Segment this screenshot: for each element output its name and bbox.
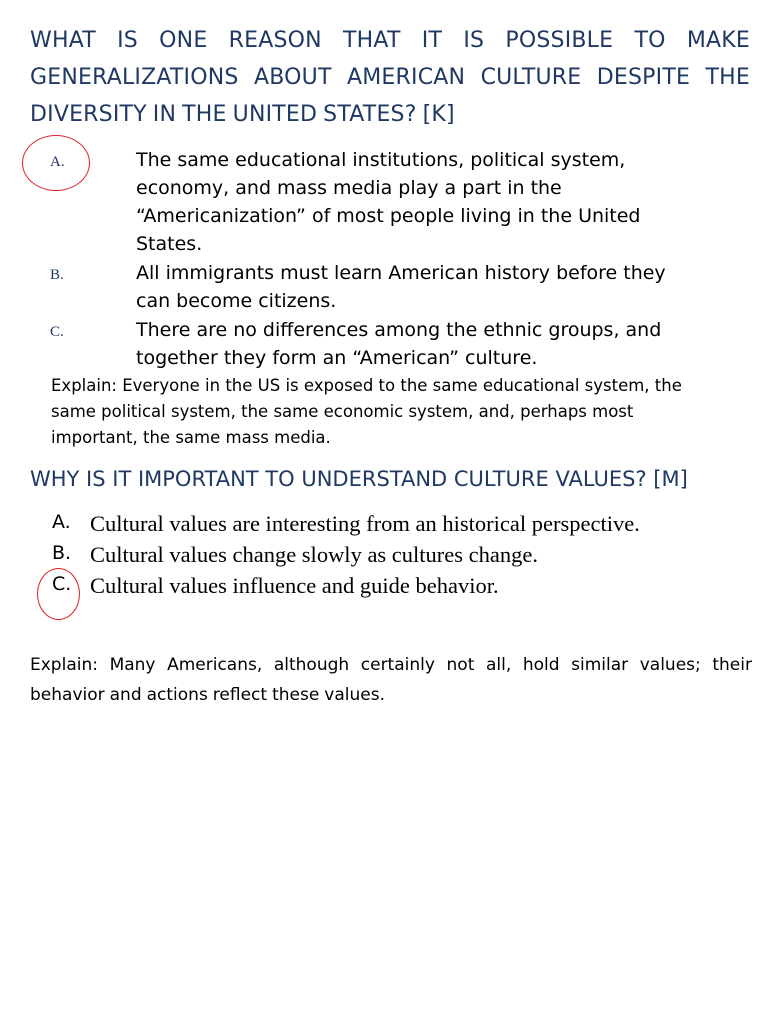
option-letter: B. [50,267,64,283]
explanation-word: hold [522,655,560,675]
explanation-word: although [273,655,350,675]
explanation-word: all, [485,655,512,675]
question-1-heading [30,22,750,133]
heading-line [30,22,750,59]
heading-word: ABOUT [253,65,332,90]
option-text: Cultural values change slowly as cultures change. [90,542,538,567]
option-letter: A. [50,154,65,170]
explanation-word: Americans, [167,655,263,675]
option-text: All immigrants must learn American history before they can become citizens. [136,262,666,312]
question-2-heading: WHY IS IT IMPORTANT TO UNDERSTAND CULTURE VALUES? [M] [30,467,688,491]
heading-word: UNITED [232,102,318,127]
option-letter: B. [52,542,72,564]
heading-word: TO [634,28,666,53]
heading-word: IS [463,28,485,53]
explanation-word: values; [639,655,701,675]
heading-word: POSSIBLE [505,28,614,53]
explanation-word: actions [146,685,208,705]
answer-circle-mark [22,135,90,191]
question-2-option-b [52,541,742,572]
explanation-line [30,680,752,710]
explanation-word: behavior [30,685,105,705]
heading-word: DESPITE [596,65,691,90]
heading-word: [K] [422,102,455,127]
explanation-word: these [272,685,320,705]
heading-word: IS [117,28,138,53]
heading-word: IT [421,28,443,53]
heading-word: REASON [228,28,322,53]
heading-word: DIVERSITY [30,102,147,127]
heading-line [30,59,750,96]
heading-word: STATES? [323,102,417,127]
explanation-word: their [712,655,752,675]
heading-word: THE [182,102,227,127]
heading-word: GENERALIZATIONS [30,65,239,90]
option-text: Cultural values are interesting from an historical perspective. [90,511,640,536]
question-2-explanation [30,650,752,710]
explanation-word: values. [324,685,385,705]
option-text: There are no differences among the ethnic groups, and together they form an “American” culture. [136,319,662,369]
question-1-explanation: Explain: Everyone in the US is exposed to the same educational system, the same political system, the same economic system, and, perhaps most important, the same mass media. [51,376,682,447]
heading-word: IN [152,102,177,127]
option-text: The same educational institutions, political system, economy, and mass media play a part in the “Americanization” of most people living in the United States. [136,149,641,255]
option-letter: C. [50,324,64,340]
heading-word: THE [705,65,750,90]
option-text: Cultural values influence and guide behavior. [90,573,499,598]
explanation-word: Explain: [30,655,98,675]
heading-word: MAKE [686,28,750,53]
heading-word: AMERICAN [346,65,466,90]
heading-line [30,96,750,133]
heading-word: WHAT [30,28,96,53]
answer-circle-mark [37,568,80,620]
explanation-word: certainly [360,655,435,675]
heading-word: CULTURE [480,65,582,90]
explanation-word: similar [571,655,629,675]
explanation-line [30,650,752,680]
option-letter: A. [52,511,71,533]
heading-word: ONE [159,28,208,53]
question-2-option-a [52,510,742,541]
explanation-word: reflect [212,685,268,705]
question-2-option-c [52,572,742,603]
explanation-word: not [446,655,475,675]
heading-word: THAT [343,28,401,53]
option-letter: C. [52,573,72,595]
explanation-word: Many [109,655,156,675]
explanation-word: and [109,685,142,705]
